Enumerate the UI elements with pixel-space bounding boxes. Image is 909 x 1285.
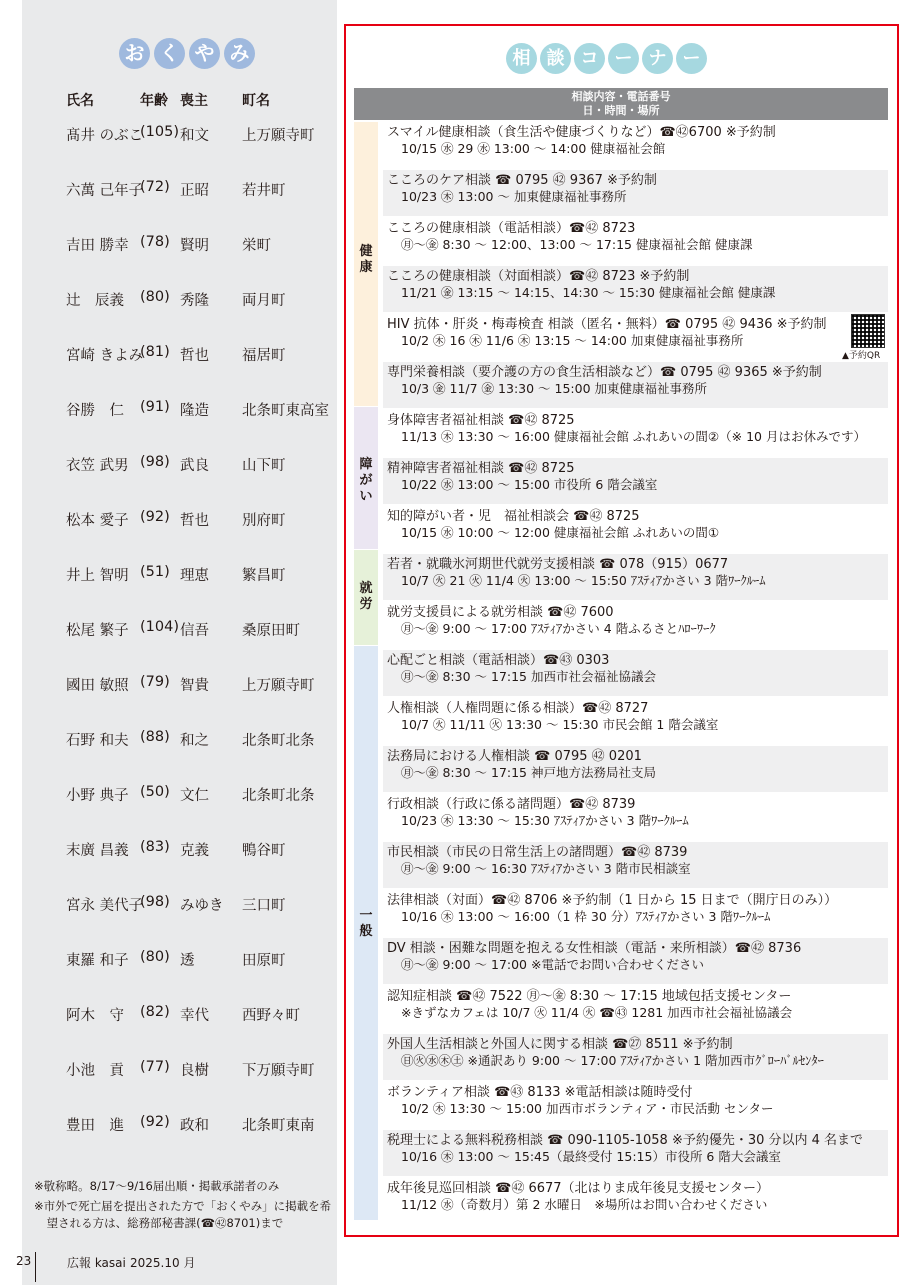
chief-mourner: 良樹 — [180, 1063, 209, 1079]
page-number: 23 — [16, 1254, 32, 1268]
consultation-item — [383, 506, 888, 552]
age: (51) — [140, 564, 170, 580]
consultation-schedule-line: 10/7 ㊋ 21 ㊋ 11/4 ㊋ 13:00 ～ 15:50 ｱｽﾃｨｱかさい 3 階ﾜｰｸﾙｰﾑ — [401, 573, 766, 588]
consultation-item — [383, 602, 888, 648]
consultation-title-line: こころの健康相談（電話相談）☎㊷ 8723 — [387, 221, 636, 236]
chief-mourner: 理恵 — [180, 568, 209, 584]
town-name: 鴨谷町 — [242, 843, 286, 859]
consultation-schedule-line: 10/3 ㊎ 11/7 ㊎ 13:30 ～ 15:00 加東健康福祉事務所 — [401, 381, 708, 396]
obituary-title — [119, 38, 255, 69]
category-work — [354, 550, 378, 645]
header-line: 相談内容・電話番号 — [571, 90, 671, 103]
consultation-schedule-line: ㊊～㊎ 9:00 ～ 17:00 ※電話でお問い合わせください — [401, 957, 704, 972]
person-name: 辻 辰義 — [66, 293, 124, 309]
person-name: 六萬 己年子 — [66, 183, 144, 199]
obituary-row — [66, 564, 356, 619]
town-name: 別府町 — [242, 513, 286, 529]
header-mourner: 喪主 — [180, 93, 208, 109]
obituary-row — [66, 1004, 356, 1059]
person-name: 阿木 守 — [66, 1008, 124, 1024]
category-label — [354, 244, 378, 276]
consultation-item — [383, 746, 888, 792]
chief-mourner: 正昭 — [180, 183, 209, 199]
chief-mourner: 隆造 — [180, 403, 209, 419]
consultation-schedule-line: ㊊～㊎ 8:30 ～ 17:15 加西市社会福祉協議会 — [401, 669, 656, 684]
consultation-schedule-line: 10/2 ㊍ 16 ㊍ 11/6 ㊍ 13:15 ～ 14:00 加東健康福祉事務所 — [401, 333, 744, 348]
town-name: 北条町東高室 — [242, 403, 329, 419]
obituary-row — [66, 839, 356, 894]
obituary-row — [66, 1114, 356, 1169]
town-name: 福居町 — [242, 348, 286, 364]
consultation-title-line: 法務局における人権相談 ☎ 0795 ㊷ 0201 — [387, 749, 642, 764]
town-name: 桑原田町 — [242, 623, 300, 639]
obituary-row — [66, 344, 356, 399]
age: (80) — [140, 949, 170, 965]
consultation-title-line: 心配ごと相談（電話相談）☎㊸ 0303 — [387, 653, 610, 668]
town-name: 北条町東南 — [242, 1118, 315, 1134]
obituary-row — [66, 784, 356, 839]
chief-mourner: 文仁 — [180, 788, 209, 804]
consultation-title-line: 外国人生活相談と外国人に関する相談 ☎㉗ 8511 ※予約制 — [387, 1037, 733, 1052]
chief-mourner: 政和 — [180, 1118, 209, 1134]
consultation-schedule-line: ※きずなカフェは 10/7 ㊋ 11/4 ㊋ ☎㊸ 1281 加西市社会福祉協議会 — [401, 1005, 793, 1020]
obituary-row — [66, 124, 356, 179]
person-name: 井上 智明 — [66, 568, 129, 584]
consultation-item — [383, 218, 888, 264]
chief-mourner: 哲也 — [180, 348, 209, 364]
obituary-list — [66, 124, 356, 1169]
title-char: み — [224, 38, 255, 69]
consultation-item — [383, 1178, 888, 1224]
consultation-item — [383, 890, 888, 936]
consultation-item — [383, 1082, 888, 1128]
person-name: 東羅 和子 — [66, 953, 129, 969]
title-char: ナ — [642, 43, 673, 74]
consultation-item — [383, 314, 888, 360]
age: (98) — [140, 454, 170, 470]
category-text: 健康 — [359, 244, 373, 275]
title-char: 談 — [540, 43, 571, 74]
issue-date: 2025.10 月 — [130, 1256, 196, 1270]
age: (92) — [140, 1114, 170, 1130]
obituary-row — [66, 894, 356, 949]
person-name: 吉田 勝幸 — [66, 238, 129, 254]
category-label — [354, 908, 378, 940]
person-name: 國田 敏照 — [66, 678, 129, 694]
title-char: や — [189, 38, 220, 69]
obituary-row — [66, 509, 356, 564]
chief-mourner: みゆき — [180, 898, 224, 914]
consultation-item — [383, 1034, 888, 1080]
age: (88) — [140, 729, 170, 745]
person-name: 豊田 進 — [66, 1118, 124, 1134]
consultation-title-line: こころのケア相談 ☎ 0795 ㊷ 9367 ※予約制 — [387, 173, 657, 188]
person-name: 松尾 繁子 — [66, 623, 129, 639]
consultation-title-line: 身体障害者福祉相談 ☎㊷ 8725 — [387, 413, 575, 428]
consultation-schedule-line: ㊊～㊎ 9:00 ～ 16:30 ｱｽﾃｨｱかさい 3 階市民相談室 — [401, 861, 691, 876]
category-text: 障がい — [359, 457, 373, 504]
age: (83) — [140, 839, 170, 855]
chief-mourner: 賢明 — [180, 238, 209, 254]
title-char: 相 — [506, 43, 537, 74]
consultation-schedule-line: 10/16 ㊍ 13:00 ～ 16:00（1 枠 30 分）ｱｽﾃｨｱかさい 3 階ﾜｰｸﾙｰﾑ — [401, 909, 771, 924]
consultation-schedule-line: 10/23 ㊍ 13:30 ～ 15:30 ｱｽﾃｨｱかさい 3 階ﾜｰｸﾙｰﾑ — [401, 813, 689, 828]
town-name: 栄町 — [242, 238, 271, 254]
obituary-row — [66, 729, 356, 784]
person-name: 石野 和夫 — [66, 733, 129, 749]
reservation-qr-code[interactable] — [851, 314, 885, 348]
consultation-schedule-line: 11/12 ㊌（奇数月）第 2 水曜日 ※場所はお問い合わせください — [401, 1197, 768, 1212]
town-name: 若井町 — [242, 183, 286, 199]
consultation-schedule-line: 11/13 ㊍ 13:30 ～ 16:00 健康福祉会館 ふれあいの間②（※ 10 月はお休みです） — [401, 429, 866, 444]
consultation-title — [506, 43, 707, 74]
age: (78) — [140, 234, 170, 250]
town-name: 西野々町 — [242, 1008, 300, 1024]
consultation-schedule-line: 10/7 ㊋ 11/11 ㊋ 13:30 ～ 15:30 市民会館 1 階会議室 — [401, 717, 719, 732]
chief-mourner: 和文 — [180, 128, 209, 144]
consultation-item — [383, 938, 888, 984]
chief-mourner: 信吾 — [180, 623, 209, 639]
town-name: 三口町 — [242, 898, 286, 914]
consultation-title-line: DV 相談・困難な問題を抱える女性相談（電話・来所相談）☎㊷ 8736 — [387, 941, 802, 956]
category-label — [354, 457, 378, 505]
age: (81) — [140, 344, 170, 360]
title-char: コ — [574, 43, 605, 74]
age: (80) — [140, 289, 170, 305]
person-name: 小野 典子 — [66, 788, 129, 804]
consultation-item — [383, 698, 888, 744]
consultation-title-line: 知的障がい者・児 福祉相談会 ☎㊷ 8725 — [387, 509, 640, 524]
town-name: 上万願寺町 — [242, 678, 315, 694]
header-line: 日・時間・場所 — [582, 104, 660, 117]
consultation-title-line: 認知症相談 ☎㊷ 7522 ㊊～㊎ 8:30 ～ 17:15 地域包括支援センター — [387, 989, 792, 1004]
consultation-title-line: 精神障害者福祉相談 ☎㊷ 8725 — [387, 461, 575, 476]
category-label — [354, 581, 378, 613]
header-town: 町名 — [242, 93, 270, 109]
obituary-row — [66, 289, 356, 344]
obituary-row — [66, 619, 356, 674]
consultation-schedule-line: 11/21 ㊎ 13:15 ～ 14:15、14:30 ～ 15:30 健康福祉会館 健康課 — [401, 285, 776, 300]
person-name: 宮永 美代子 — [66, 898, 144, 914]
age: (92) — [140, 509, 170, 525]
person-name: 髙井 のぶこ — [66, 128, 144, 144]
age: (77) — [140, 1059, 170, 1075]
qr-label: ▲予約QR — [842, 351, 881, 361]
consultation-title-line: HIV 抗体・肝炎・梅毒検査 相談（匿名・無料）☎ 0795 ㊷ 9436 ※予約制 — [387, 317, 827, 332]
person-name: 松本 愛子 — [66, 513, 129, 529]
obituary-row — [66, 454, 356, 509]
consultation-title-line: 税理士による無料税務相談 ☎ 090-1105-1058 ※予約優先・30 分以内 4 名まで — [387, 1133, 864, 1148]
age: (72) — [140, 179, 170, 195]
person-name: 谷勝 仁 — [66, 403, 124, 419]
title-char: ー — [608, 43, 639, 74]
obituary-row — [66, 399, 356, 454]
chief-mourner: 武良 — [180, 458, 209, 474]
consultation-item — [383, 794, 888, 840]
consultation-item — [383, 842, 888, 888]
consultation-title-line: 人権相談（人権問題に係る相談）☎㊷ 8727 — [387, 701, 649, 716]
person-name: 小池 貢 — [66, 1063, 124, 1079]
consultation-schedule-line: 10/23 ㊍ 13:00 ～ 加東健康福祉事務所 — [401, 189, 627, 204]
category-text: 就労 — [359, 581, 373, 612]
consultation-title-line: 法律相談（対面）☎㊷ 8706 ※予約制（1 日から 15 日まで（開庁日のみ）） — [387, 893, 838, 908]
age: (105) — [140, 124, 179, 140]
page-footer — [0, 1252, 337, 1282]
table-header — [354, 88, 888, 120]
obituary-notes — [34, 1178, 336, 1235]
consultation-title-line: こころの健康相談（対面相談）☎㊷ 8723 ※予約制 — [387, 269, 690, 284]
consultation-item — [383, 410, 888, 456]
town-name: 北条町北条 — [242, 733, 315, 749]
title-char: く — [154, 38, 185, 69]
consultation-schedule-line: ㊊～㊎ 9:00 ～ 17:00 ｱｽﾃｨｱかさい 4 階ふるさとﾊﾛｰﾜｰｸ — [401, 621, 716, 636]
consultation-item — [383, 170, 888, 216]
chief-mourner: 秀隆 — [180, 293, 209, 309]
consultation-title-line: ボランティア相談 ☎㊸ 8133 ※電話相談は随時受付 — [387, 1085, 693, 1100]
chief-mourner: 哲也 — [180, 513, 209, 529]
consultation-title-line: 若者・就職氷河期世代就労支援相談 ☎ 078（915）0677 — [387, 557, 729, 572]
person-name: 衣笠 武男 — [66, 458, 129, 474]
consultation-schedule-line: ㊐㊋㊌㊍㊏ ※通訳あり 9:00 ～ 17:00 ｱｽﾃｨｱかさい 1 階加西市ｸﾞﾛｰﾊﾞﾙｾﾝﾀｰ — [401, 1053, 824, 1068]
town-name: 下万願寺町 — [242, 1063, 315, 1079]
consultation-title-line: 市民相談（市民の日常生活上の諸問題）☎㊷ 8739 — [387, 845, 688, 860]
title-char: ー — [676, 43, 707, 74]
obituary-row — [66, 179, 356, 234]
consultation-item — [383, 1130, 888, 1176]
footer-divider — [35, 1252, 36, 1282]
consultation-schedule-line: 10/22 ㊌ 13:00 ～ 15:00 市役所 6 階会議室 — [401, 477, 658, 492]
note-line: ※敬称略。8/17～9/16届出順・掲載承諾者のみ — [34, 1179, 280, 1193]
consultation-schedule-line: 10/15 ㊌ 29 ㊌ 13:00 ～ 14:00 健康福祉会館 — [401, 141, 666, 156]
person-name: 宮崎 きよみ — [66, 348, 144, 364]
chief-mourner: 幸代 — [180, 1008, 209, 1024]
age: (104) — [140, 619, 179, 635]
title-char: お — [119, 38, 150, 69]
category-disability — [354, 407, 378, 549]
consultation-item — [383, 266, 888, 312]
chief-mourner: 智貴 — [180, 678, 209, 694]
town-name: 北条町北条 — [242, 788, 315, 804]
consultation-item — [383, 122, 888, 168]
consultation-schedule-line: ㊊～㊎ 8:30 ～ 12:00、13:00 ～ 17:15 健康福祉会館 健康課 — [401, 237, 753, 252]
consultation-title-line: 専門栄養相談（要介護の方の食生活相談など）☎ 0795 ㊷ 9365 ※予約制 — [387, 365, 822, 380]
consultation-item — [383, 650, 888, 696]
header-age: 年齢 — [140, 93, 168, 109]
age: (98) — [140, 894, 170, 910]
obituary-row — [66, 234, 356, 289]
magazine-name: 広報 kasai — [67, 1256, 126, 1270]
chief-mourner: 透 — [180, 953, 195, 969]
person-name: 末廣 昌義 — [66, 843, 129, 859]
note-line: ※市外で死亡届を提出された方で「おくやみ」に掲載を希望される方は、総務部秘書課(☎㊷8701)まで — [34, 1199, 332, 1230]
consultation-schedule-line: 10/15 ㊌ 10:00 ～ 12:00 健康福祉会館 ふれあいの間① — [401, 525, 720, 540]
age: (82) — [140, 1004, 170, 1020]
consultation-title-line: 就労支援員による就労相談 ☎㊷ 7600 — [387, 605, 614, 620]
consultation-schedule-line: 10/2 ㊍ 13:30 ～ 15:00 加西市ボランティア・市民活動 センター — [401, 1101, 774, 1116]
chief-mourner: 和之 — [180, 733, 209, 749]
town-name: 上万願寺町 — [242, 128, 315, 144]
consultation-title-line: 行政相談（行政に係る諸問題）☎㊷ 8739 — [387, 797, 636, 812]
town-name: 両月町 — [242, 293, 286, 309]
consultation-item — [383, 554, 888, 600]
obituary-column — [22, 0, 337, 1285]
age: (50) — [140, 784, 170, 800]
consultation-item — [383, 458, 888, 504]
age: (91) — [140, 399, 170, 415]
consultation-panel — [344, 24, 899, 1237]
age: (79) — [140, 674, 170, 690]
obituary-row — [66, 949, 356, 1004]
category-text: 一般 — [359, 908, 373, 939]
obituary-row — [66, 1059, 356, 1114]
town-name: 山下町 — [242, 458, 286, 474]
town-name: 田原町 — [242, 953, 286, 969]
obituary-row — [66, 674, 356, 729]
consultation-item — [383, 986, 888, 1032]
consultation-title-line: 成年後見巡回相談 ☎㊷ 6677（北はりま成年後見支援センター） — [387, 1181, 770, 1196]
category-health — [354, 122, 378, 406]
header-name: 氏名 — [66, 93, 94, 109]
category-general — [354, 646, 378, 1220]
consultation-title-line: スマイル健康相談（食生活や健康づくりなど）☎㊷6700 ※予約制 — [387, 125, 776, 140]
consultation-schedule-line: ㊊～㊎ 8:30 ～ 17:15 神戸地方法務局社支局 — [401, 765, 656, 780]
chief-mourner: 克義 — [180, 843, 209, 859]
town-name: 繁昌町 — [242, 568, 286, 584]
consultation-schedule-line: 10/16 ㊍ 13:00 ～ 15:45（最終受付 15:15）市役所 6 階大会議室 — [401, 1149, 781, 1164]
consultation-item — [383, 362, 888, 408]
